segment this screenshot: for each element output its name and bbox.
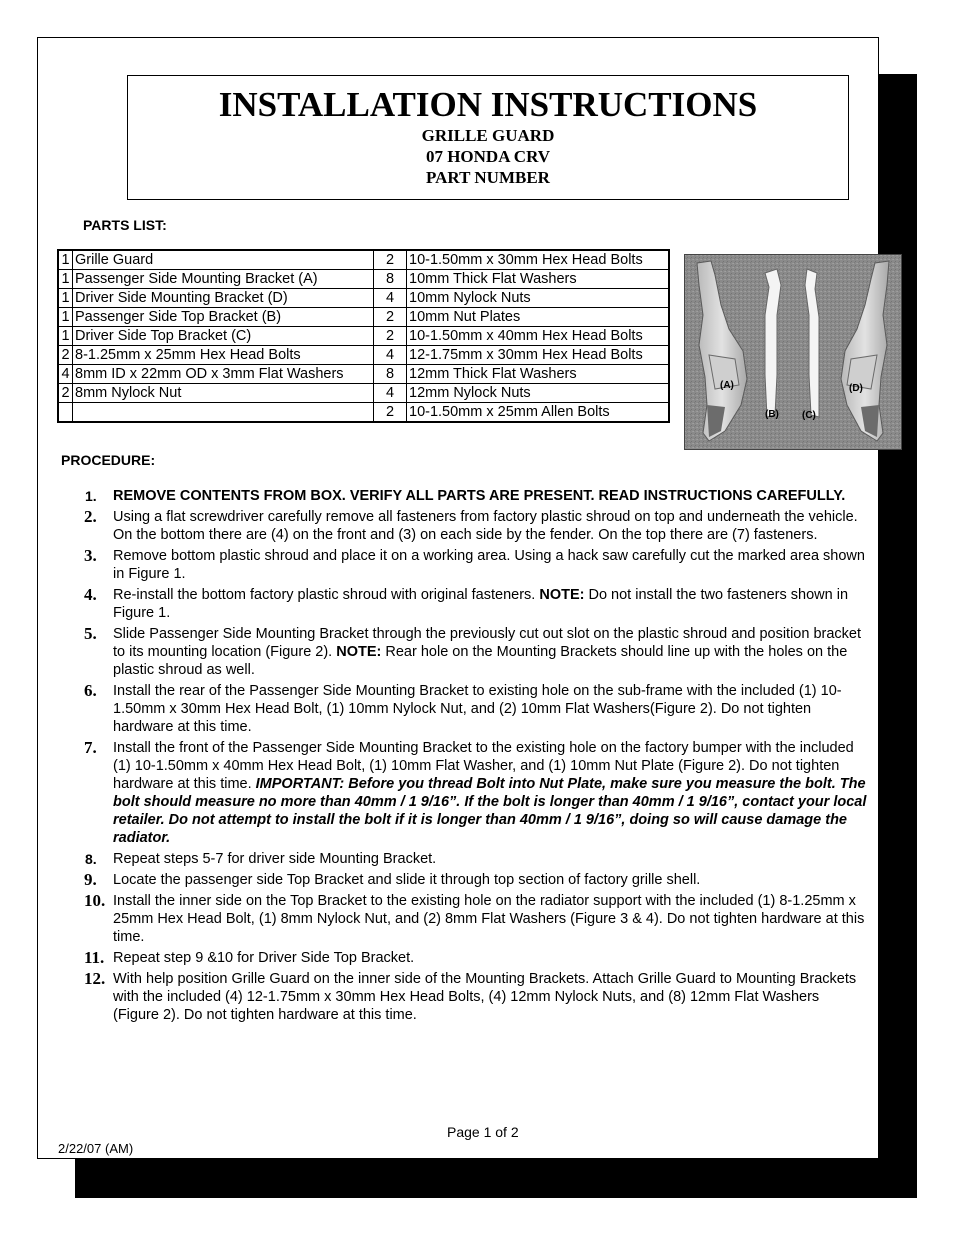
- step-number: 5.: [84, 624, 97, 643]
- table-row: [58, 403, 669, 423]
- quantity-cell: 4: [58, 365, 73, 384]
- description-cell: 10-1.50mm x 40mm Hex Head Bolts: [407, 327, 670, 346]
- description-cell: 8mm Nylock Nut: [73, 384, 374, 403]
- product-name: GRILLE GUARD: [421, 126, 555, 145]
- document-date: 2/22/07 (AM): [58, 1141, 134, 1156]
- procedure-steps: [38, 487, 868, 1027]
- quantity-cell: 2: [374, 403, 407, 423]
- step-text: Rear hole on the Mounting Brackets should line up with the holes on the plastic shroud as well.: [113, 644, 848, 678]
- table-row: [58, 289, 669, 308]
- photo-label-a: (A): [720, 380, 734, 391]
- list-item: [38, 970, 868, 1024]
- table-row: [58, 308, 669, 327]
- important-warning: IMPORTANT: Before you thread Bolt into Nut Plate, make sure you measure the bolt. The bolt should measure no more than 40mm / 1 9/16”. If the bolt is longer than 40mm / 1 9/16”, contact your local retailer. Do not attempt to install the bolt if it is longer than 40mm / 1 9/16”, doing so will cause damage the radiator.: [113, 776, 867, 846]
- quantity-cell: 4: [374, 384, 407, 403]
- description-cell: Passenger Side Mounting Bracket (A): [73, 270, 374, 289]
- table-row: [58, 365, 669, 384]
- description-cell: Passenger Side Top Bracket (B): [73, 308, 374, 327]
- description-cell: 12mm Thick Flat Washers: [407, 365, 670, 384]
- description-cell: Grille Guard: [73, 250, 374, 270]
- quantity-cell: 2: [374, 308, 407, 327]
- list-item: [38, 547, 868, 583]
- photo-label-c: (C): [802, 410, 816, 421]
- step-text: Re-install the bottom factory plastic shroud with original fasteners.: [113, 587, 540, 603]
- step-text: Locate the passenger side Top Bracket and slide it through top section of factory grille shell.: [113, 872, 701, 888]
- description-cell: Driver Side Mounting Bracket (D): [73, 289, 374, 308]
- list-item: [38, 850, 868, 868]
- description-cell: 12-1.75mm x 30mm Hex Head Bolts: [407, 346, 670, 365]
- title-box: [127, 75, 849, 200]
- table-row: [58, 346, 669, 365]
- procedure-heading: PROCEDURE:: [61, 452, 156, 468]
- step-number: 1.: [85, 488, 97, 504]
- step-number: 11.: [84, 948, 105, 967]
- list-item: [38, 892, 868, 946]
- step-text: REMOVE CONTENTS FROM BOX. VERIFY ALL PARTS ARE PRESENT. READ INSTRUCTIONS CAREFULLY.: [113, 488, 846, 504]
- step-text: Install the inner side on the Top Bracket to the existing hole on the radiator support with the included (1) 8-1.25mm x 25mm Hex Head Bolt, (1) 8mm Nylock Nut, and (2) 8mm Flat Washers (Figure 3 & 4). Do not tighten hardware at this time.: [113, 893, 865, 945]
- quantity-cell: 2: [58, 384, 73, 403]
- list-item: [38, 586, 868, 622]
- quantity-cell: 4: [374, 289, 407, 308]
- quantity-cell: 8: [374, 270, 407, 289]
- description-cell: 10mm Nylock Nuts: [407, 289, 670, 308]
- step-number: 8.: [85, 851, 97, 867]
- step-number: 12.: [84, 969, 106, 988]
- page-number: Page 1 of 2: [447, 1124, 519, 1140]
- step-text: Remove bottom plastic shroud and place it on a working area. Using a hack saw carefully cut the marked area shown in Figure 1.: [113, 548, 865, 582]
- quantity-cell: 2: [374, 250, 407, 270]
- document-page: [37, 37, 879, 1159]
- quantity-cell: 1: [58, 289, 73, 308]
- step-text: Using a flat screwdriver carefully remove all fasteners from factory plastic shroud on top and underneath the vehicle. On the bottom there are (4) on the front and (3) on each side by the fender. On the top there are (7) fasteners.: [113, 509, 858, 543]
- brackets-photo: [684, 254, 902, 450]
- description-cell: [73, 403, 374, 423]
- step-text: Install the rear of the Passenger Side Mounting Bracket to existing hole on the sub-frame with the included (1) 10-1.50mm x 30mm Hex Head Bolt, (1) 10mm Nylock Nut, and (2) 10mm Flat Washers(Figure 2). Do not tighten hardware at this time.: [113, 683, 842, 735]
- table-row: [58, 270, 669, 289]
- parts-table: [57, 249, 670, 423]
- list-item: [38, 739, 868, 847]
- list-item: [38, 682, 868, 736]
- description-cell: Driver Side Top Bracket (C): [73, 327, 374, 346]
- quantity-cell: 2: [374, 327, 407, 346]
- step-number: 9.: [84, 870, 97, 889]
- list-item: [38, 871, 868, 889]
- list-item: [38, 487, 868, 505]
- quantity-cell: [58, 403, 73, 423]
- table-row: [58, 384, 669, 403]
- step-number: 7.: [84, 738, 97, 757]
- step-text: Install the front of the Passenger Side Mounting Bracket to the existing hole on the factory bumper with the included (1) 10-1.50mm x 40mm Hex Head Bolt, (1) 10mm Flat Washer, and (1) 10mm Nut Plate (Figure 2). Do not tighten hardware at this time.: [113, 740, 854, 792]
- photo-label-d: (D): [849, 383, 863, 394]
- description-cell: 10-1.50mm x 25mm Allen Bolts: [407, 403, 670, 423]
- parts-list-heading: PARTS LIST:: [83, 217, 167, 233]
- description-cell: 10mm Thick Flat Washers: [407, 270, 670, 289]
- document-title: INSTALLATION INSTRUCTIONS: [218, 85, 758, 124]
- step-number: 10.: [84, 891, 106, 910]
- step-number: 2.: [84, 507, 97, 526]
- description-cell: 8-1.25mm x 25mm Hex Head Bolts: [73, 346, 374, 365]
- description-cell: 8mm ID x 22mm OD x 3mm Flat Washers: [73, 365, 374, 384]
- quantity-cell: 4: [374, 346, 407, 365]
- step-text: Do not install the two fasteners shown in Figure 1.: [113, 587, 849, 621]
- quantity-cell: 1: [58, 308, 73, 327]
- quantity-cell: 8: [374, 365, 407, 384]
- quantity-cell: 1: [58, 270, 73, 289]
- step-text: Slide Passenger Side Mounting Bracket through the previously cut out slot on the plastic shroud and position bracket to its mounting location (Figure 2).: [113, 626, 861, 660]
- step-text: Repeat step 9 &10 for Driver Side Top Bracket.: [113, 950, 415, 966]
- step-number: 3.: [84, 546, 97, 565]
- photo-label-b: (B): [765, 409, 779, 420]
- list-item: [38, 949, 868, 967]
- quantity-cell: 1: [58, 250, 73, 270]
- list-item: [38, 508, 868, 544]
- step-number: 6.: [84, 681, 97, 700]
- note-label: NOTE:: [336, 644, 382, 660]
- step-number: 4.: [84, 585, 97, 604]
- quantity-cell: 1: [58, 327, 73, 346]
- vehicle-name: 07 HONDA CRV: [425, 147, 551, 166]
- note-label: NOTE:: [539, 587, 585, 603]
- step-text: With help position Grille Guard on the inner side of the Mounting Brackets. Attach Grille Guard to Mounting Brackets with the included (4) 12-1.75mm x 30mm Hex Head Bolts, (4) 12mm Nylock Nuts, and (8) 12mm Flat Washers (Figure 2). Do not tighten hardware at this time.: [113, 971, 857, 1023]
- step-text: Repeat steps 5-7 for driver side Mounting Bracket.: [113, 851, 437, 867]
- description-cell: 10mm Nut Plates: [407, 308, 670, 327]
- table-row: [58, 250, 669, 270]
- table-row: [58, 327, 669, 346]
- quantity-cell: 2: [58, 346, 73, 365]
- list-item: [38, 625, 868, 679]
- description-cell: 12mm Nylock Nuts: [407, 384, 670, 403]
- part-number-label: PART NUMBER: [426, 168, 550, 187]
- description-cell: 10-1.50mm x 30mm Hex Head Bolts: [407, 250, 670, 270]
